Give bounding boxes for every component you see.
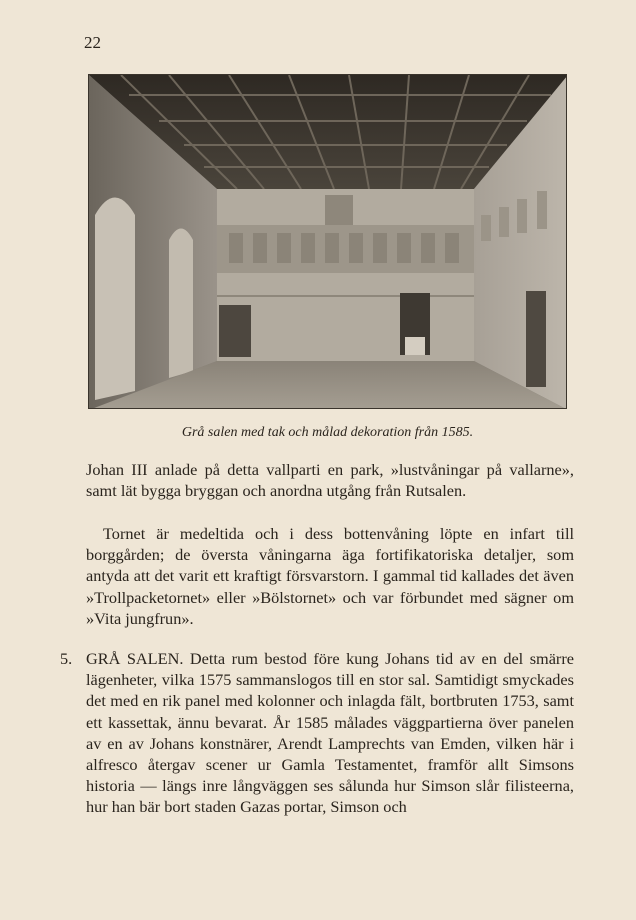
- body-paragraph: Johan III anlade på detta vallparti en park, »lustvåningar på vallarne», samt lät bygga bryggan och anordna utgång från Rutsalen.: [86, 460, 574, 501]
- section-5: [60, 648, 574, 818]
- photograph-grey-hall: [88, 74, 567, 409]
- body-paragraph: Tornet är medeltida och i dess bottenvåning löpte en infart till borggården; de översta våningarna äga fortifikatoriska detaljer, som antyda att det varit ett kraftigt försvarstorn. I gammal tid kallades det även »Trollpacketornet» eller »Bölstornet» och var förbundet med sägner om »Vita jungfrun».: [86, 524, 574, 628]
- section-text: Detta rum bestod före kung Johans tid av en del smärre lägenheter, vilka 1575 sammanslogos till en stor sal. Samtidigt smyckades det med en rik panel med kolonner och inlagda fält, bortbruten 1753, samt ett kassettak, ännu bevarat. År 1585 målades väggpartierna över panelen av en av Johans konstnärer, Arendt Lamprechts van Emden, vilken här i alfresco återgav scener ur Gamla Testamentet, framför allt Simsons historia — längs inre långväggen ses sålunda hur Simson slår filisteerna, hur han bär bort staden Gazas portar, Simson och: [86, 649, 574, 817]
- section-heading: GRÅ SALEN.: [86, 649, 184, 668]
- section-number: 5.: [60, 649, 73, 668]
- figure-caption: Grå salen med tak och målad dekoration från 1585.: [181, 425, 474, 440]
- page-number: 22: [84, 33, 101, 52]
